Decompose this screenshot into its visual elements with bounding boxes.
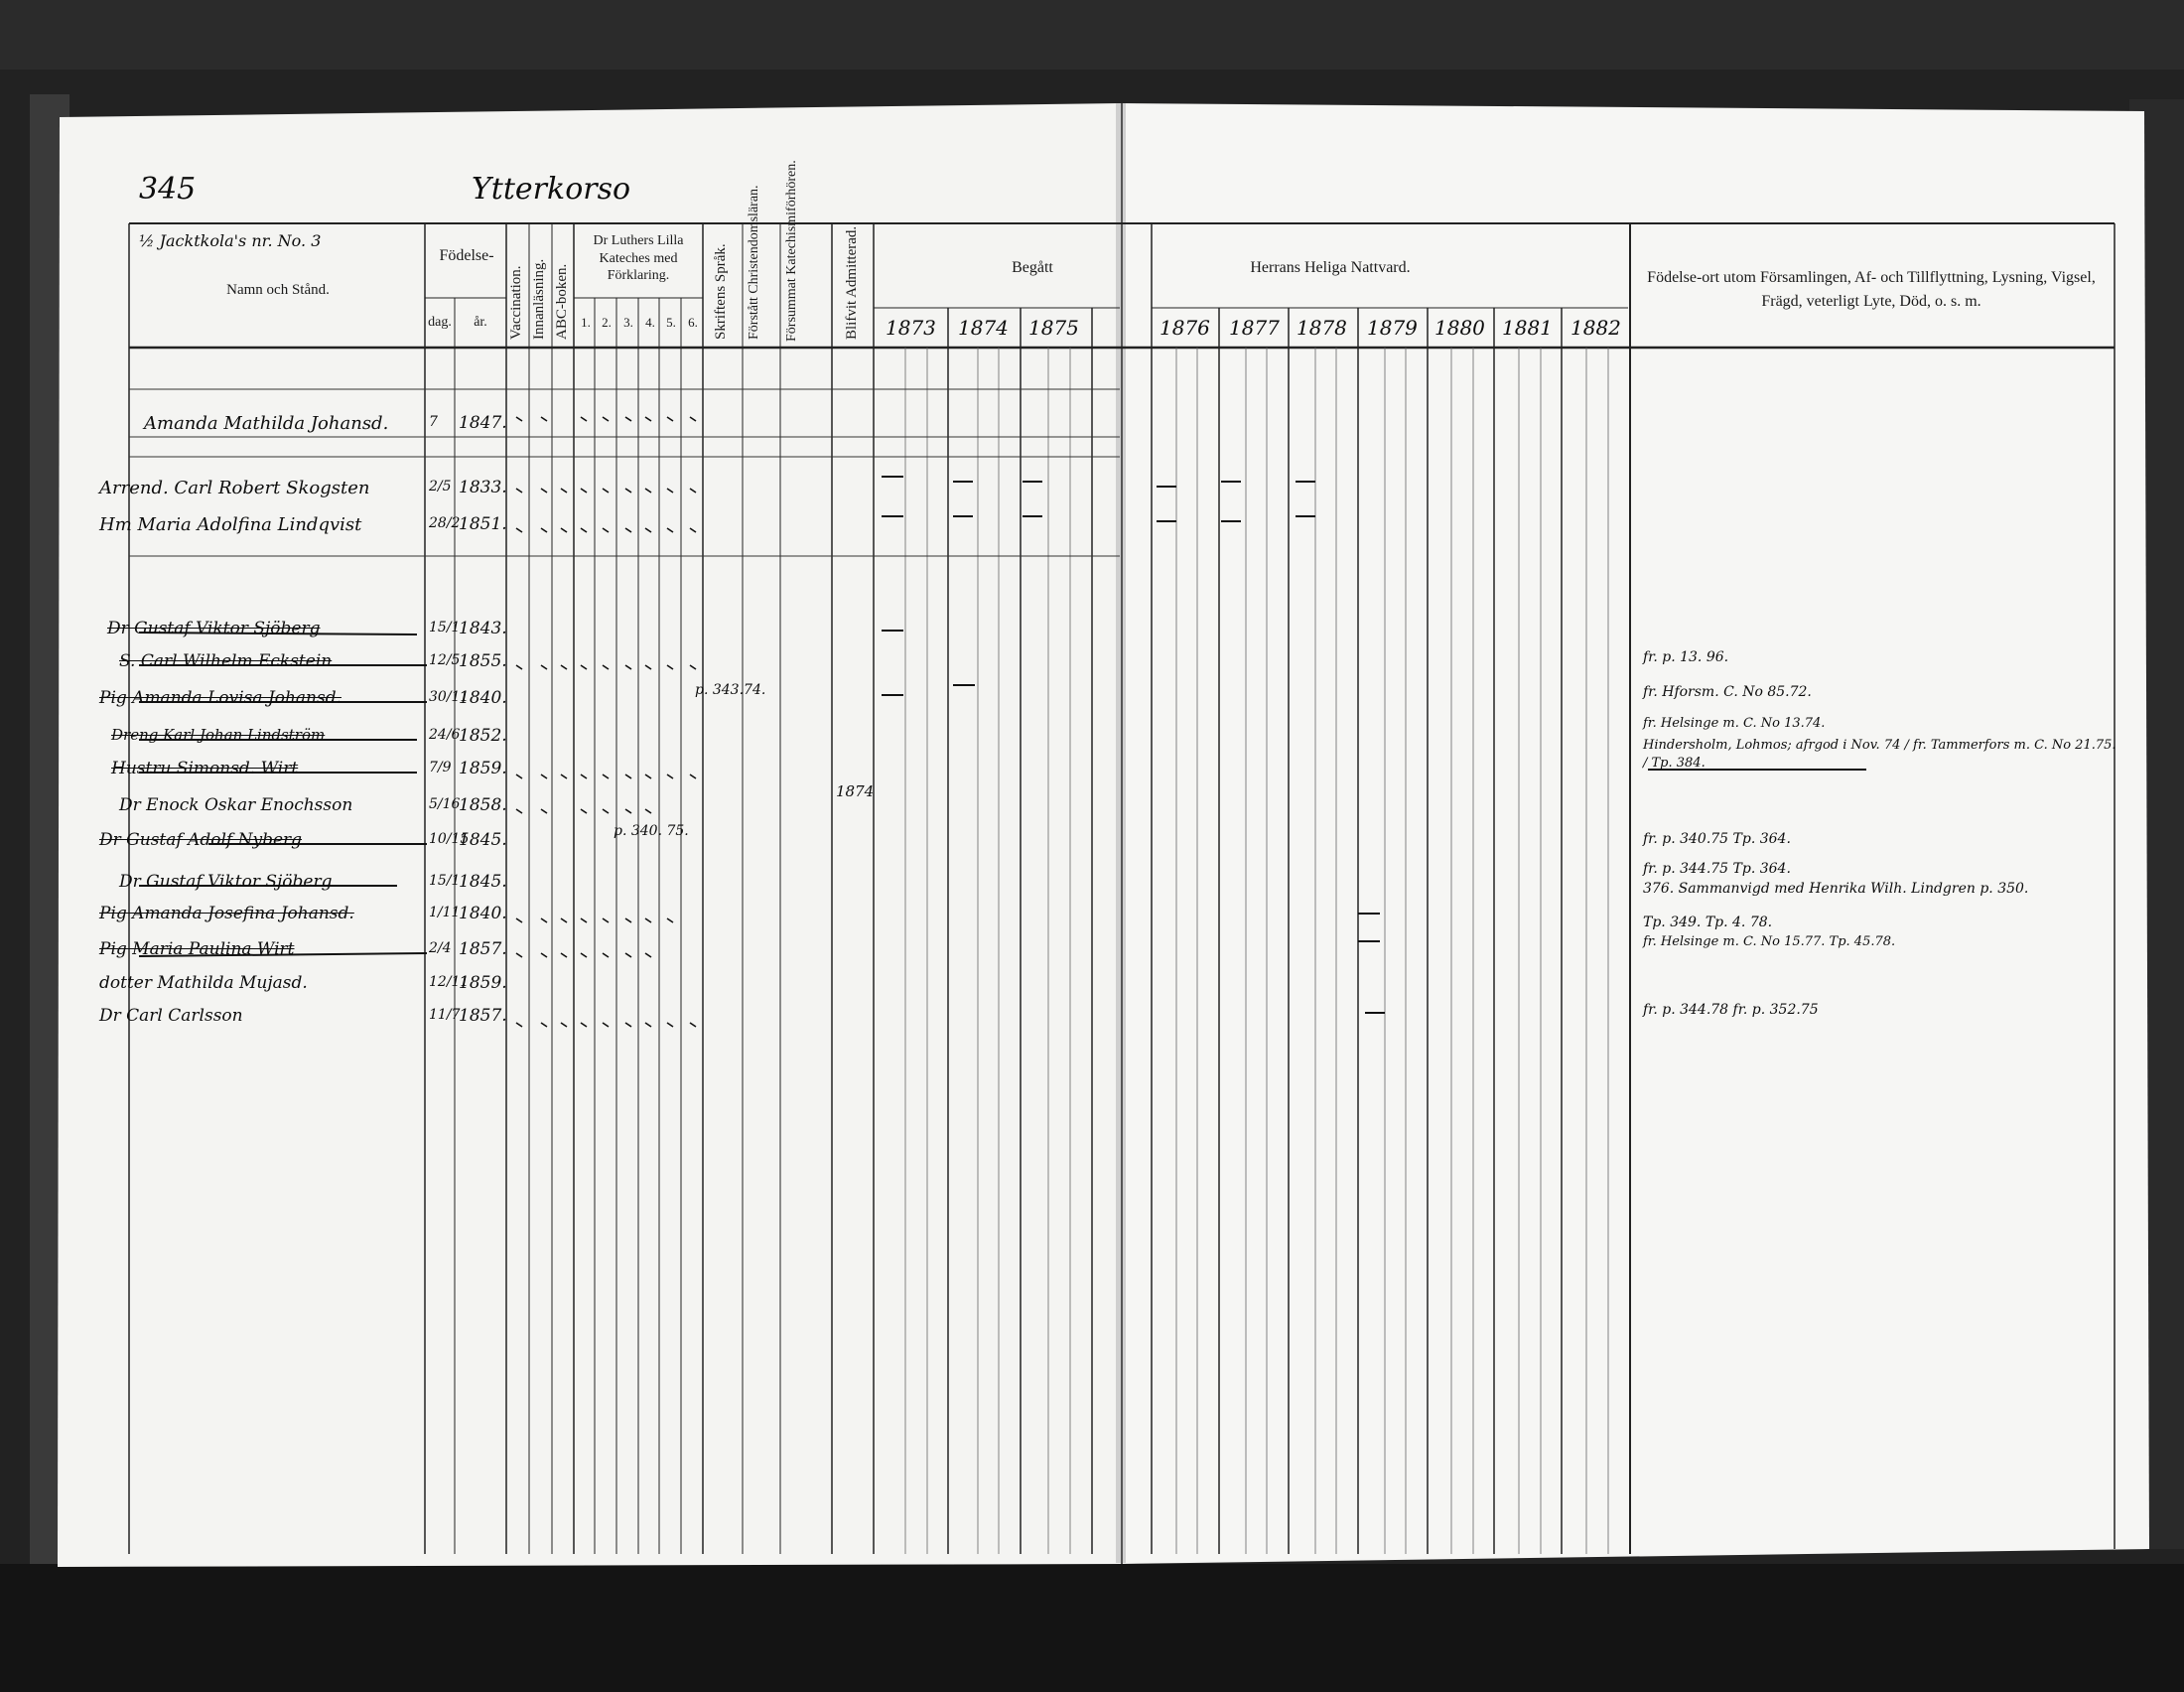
row-day: 11/7: [429, 1007, 461, 1023]
header-admitted: Blifvit Admitterad.: [844, 225, 860, 340]
row-year: 1845.: [459, 872, 507, 892]
row-name: Dreng Karl Johan Lindström: [111, 726, 326, 744]
row-year: 1857.: [459, 939, 507, 959]
row-day: 7/9: [429, 760, 452, 776]
row-day: 2/4: [429, 940, 452, 956]
catechism-reference: p. 343.74.: [695, 682, 766, 698]
row-name: Arrend. Carl Robert Skogsten: [99, 478, 370, 498]
year-1880: 1880: [1434, 316, 1485, 340]
header-birth-year: år.: [474, 315, 487, 330]
row-year: 1859.: [459, 759, 507, 778]
row-day: 15/1: [429, 873, 461, 889]
row-day: 24/6: [429, 727, 461, 743]
header-begatt: Begått: [1012, 259, 1053, 276]
row-name: Dr Gustaf Adolf Nyberg: [99, 830, 303, 850]
row-year: 1840.: [459, 688, 507, 708]
catechism-reference: p. 340. 75.: [614, 823, 689, 839]
header-cat-4: 4.: [645, 315, 655, 330]
header-understanding: Förstått Christendomsläran.: [747, 185, 761, 340]
admitted-year: 1874: [836, 782, 875, 800]
year-1878: 1878: [1297, 316, 1347, 340]
header-remarks: Födelse-ort utom Församlingen, Af- och Tillflyttning, Lysning, Vigsel, Frägd, veterligt Lyte, Död, o. s. m.: [1647, 269, 2096, 310]
header-cat-2: 2.: [602, 315, 612, 330]
row-remark: fr. Helsinge m. C. No 13.74.: [1643, 716, 1826, 731]
row-year: 1855.: [459, 651, 507, 671]
row-name: Pig Maria Paulina Wirt: [99, 939, 295, 959]
row-name: Dr Carl Carlsson: [99, 1006, 243, 1026]
row-remark: fr. p. 13. 96.: [1643, 649, 1729, 665]
header-cat-6: 6.: [688, 315, 698, 330]
row-year: 1843.: [459, 619, 507, 638]
row-remark: fr. Hforsm. C. No 85.72.: [1643, 684, 1812, 700]
row-year: 1847.: [459, 413, 507, 433]
year-1877: 1877: [1229, 316, 1280, 340]
page-number: 345: [139, 172, 197, 207]
row-year: 1852.: [459, 726, 507, 746]
row-remark: fr. p. 344.75 Tp. 364.: [1643, 861, 1791, 877]
header-reading: Innanläsning.: [531, 258, 547, 340]
row-day: 15/1: [429, 620, 461, 635]
row-remark: fr. p. 340.75 Tp. 364.: [1643, 831, 1791, 847]
row-remark: Tp. 349. Tp. 4. 78.: [1643, 915, 1773, 930]
header-scripture: Skriftens Språk.: [713, 243, 729, 340]
row-day: 1/11: [429, 905, 461, 920]
row-year: 1859.: [459, 973, 507, 993]
row-year: 1857.: [459, 1006, 507, 1026]
parish-name: Ytterkorso: [472, 172, 631, 207]
row-year: 1840.: [459, 904, 507, 923]
header-birth: Födelse-: [439, 247, 494, 264]
year-1882: 1882: [1570, 316, 1621, 340]
row-day: 30/11: [429, 689, 470, 705]
row-name: Dr Enock Oskar Enochsson: [119, 795, 353, 815]
header-abc: ABC-boken.: [554, 263, 570, 340]
header-cat-1: 1.: [581, 315, 591, 330]
year-1881: 1881: [1502, 316, 1553, 340]
row-day: 10/15: [429, 831, 470, 847]
row-remark: Hindersholm, Lohmos; afrgod i Nov. 74 / fr. Tammerfors m. C. No 21.75. / Tp. 384.: [1643, 738, 2116, 771]
year-1875: 1875: [1028, 316, 1079, 340]
row-name: Amanda Mathilda Johansd.: [144, 413, 389, 434]
row-remark: fr. p. 344.78 fr. p. 352.75: [1643, 1002, 1819, 1018]
row-remark: 376. Sammanvigd med Henrika Wilh. Lindgren p. 350.: [1643, 881, 2029, 897]
header-birth-day: dag.: [428, 315, 452, 330]
row-name: Dr Gustaf Viktor Sjöberg: [119, 872, 333, 892]
row-day: 2/5: [429, 479, 452, 494]
row-year: 1833.: [459, 478, 507, 497]
row-year: 1845.: [459, 830, 507, 850]
row-name: S. Carl Wilhelm Eckstein: [119, 651, 333, 671]
year-1879: 1879: [1367, 316, 1418, 340]
row-day: 28/2: [429, 515, 461, 531]
header-cat-3: 3.: [623, 315, 633, 330]
row-name: Pig Amanda Josefina Johansd.: [99, 904, 354, 923]
row-day: 12/5: [429, 652, 461, 668]
year-1874: 1874: [958, 316, 1009, 340]
row-name: Hm Maria Adolfina Lindqvist: [99, 514, 362, 535]
row-name: Dr Gustaf Viktor Sjöberg: [107, 619, 321, 638]
row-name: Hustru Simonsd. Wirt: [111, 759, 299, 778]
row-remark: fr. Helsinge m. C. No 15.77. Tp. 45.78.: [1643, 934, 1896, 949]
header-vaccination: Vaccination.: [508, 265, 524, 340]
header-communion: Herrans Heliga Nattvard.: [1250, 259, 1411, 276]
header-neglected: Försummat Katechismiförhören.: [784, 160, 799, 342]
header-catechism: Dr Luthers Lilla Kateches med Förklaring.: [593, 233, 684, 283]
row-name: dotter Mathilda Mujasd.: [99, 973, 308, 993]
row-year: 1851.: [459, 514, 507, 534]
row-day: 7: [429, 414, 438, 430]
row-day: 5/16: [429, 796, 461, 812]
header-name: Namn och Stånd.: [226, 282, 330, 298]
row-year: 1858.: [459, 795, 507, 815]
year-1876: 1876: [1160, 316, 1210, 340]
row-day: 12/11: [429, 974, 470, 990]
year-1873: 1873: [886, 316, 936, 340]
village-name: ½ Jacktkola's nr. No. 3: [139, 231, 322, 250]
row-name: Pig Amanda Lovisa Johansd.: [99, 688, 341, 708]
header-cat-5: 5.: [666, 315, 676, 330]
